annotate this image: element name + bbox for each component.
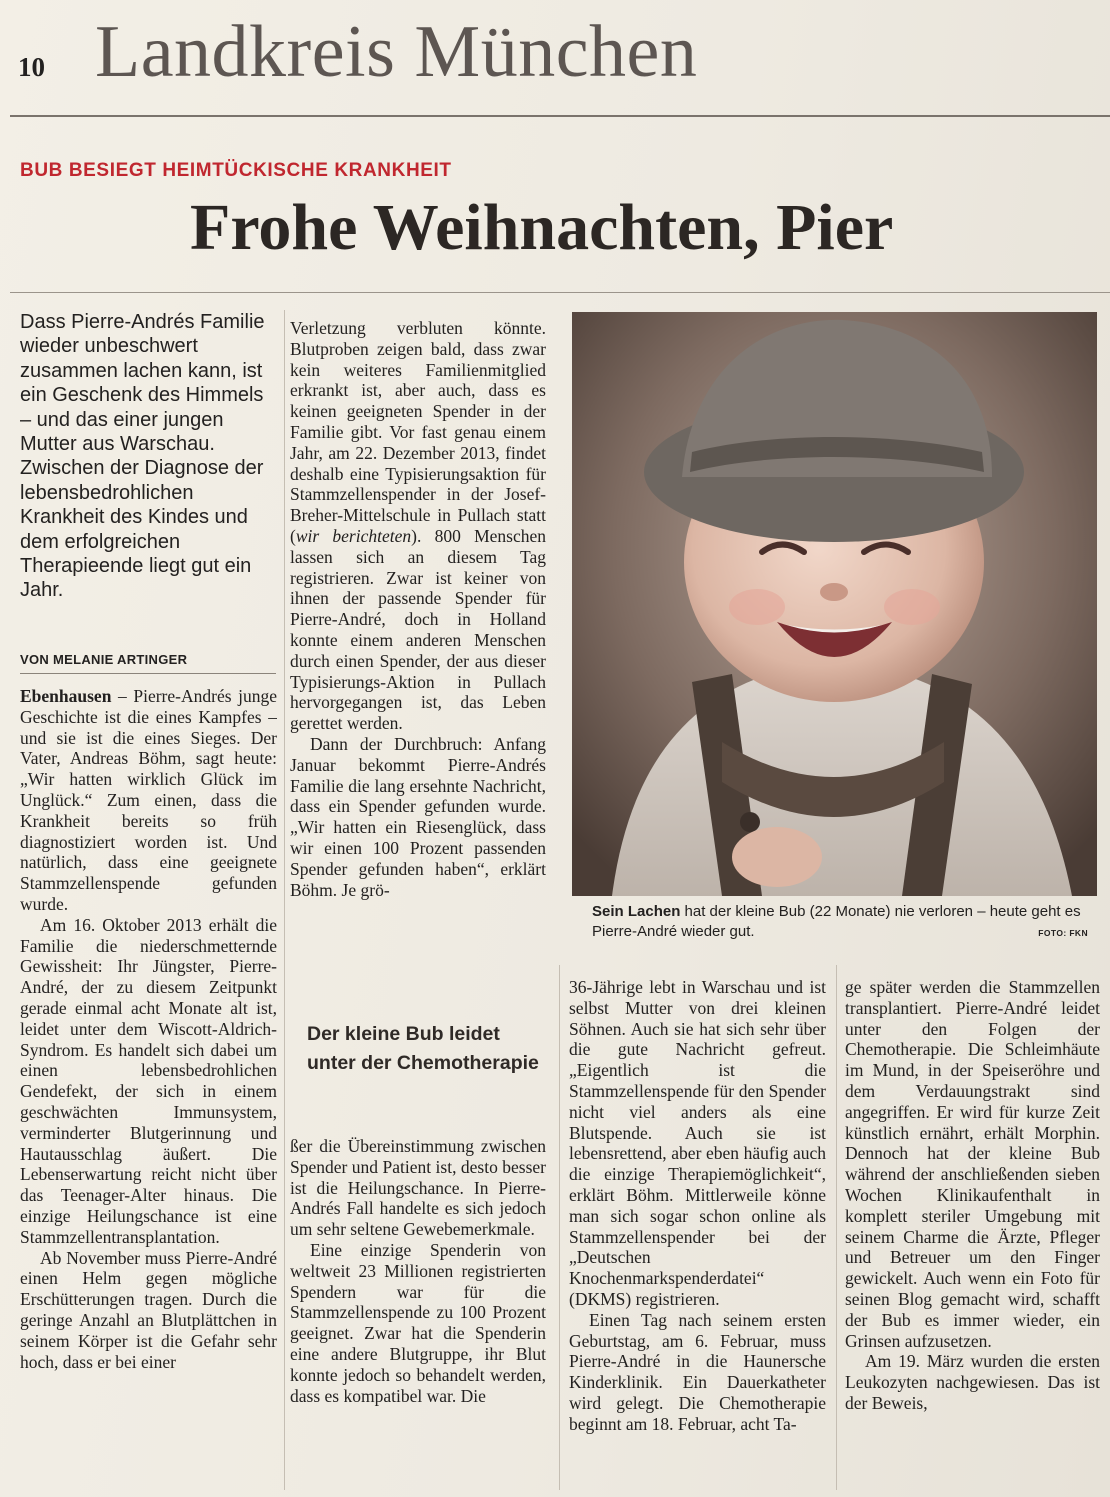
header-rule: [10, 115, 1110, 117]
article-column-4: [845, 977, 1100, 1487]
article-byline: VON MELANIE ARTINGER: [20, 652, 276, 674]
caption-lead: Sein Lachen: [592, 903, 681, 920]
dateline: Ebenhausen: [20, 686, 112, 706]
article-headline: Frohe Weihnachten, Pier: [190, 191, 894, 264]
article-column-2-continued: [290, 1136, 546, 1486]
child-photo: [572, 312, 1097, 896]
article-kicker: BUB BESIEGT HEIMTÜCKISCHE KRANKHEIT: [20, 160, 452, 181]
article-subhead: Der kleine Bub leidet unter der Chemotherapie: [307, 1023, 539, 1074]
article-column-1: [20, 686, 277, 1486]
paragraph: ge später werden die Stammzellen transplantiert. Pierre-André leidet unter den Folgen der Chemotherapie. Die Schleimhäute im Mund, in der Speiseröhre und dem Verdauungstrakt sind angegriffen. Er wird für kurze Zeit künstlich ernährt, erhält Morphin. Dennoch hat der kleine Bub während der anschließenden sieben Wochen Klinikaufenthalt in komplett steriler Umgebung mit seinem Charme die Ärzte, Pfleger und Betreuer um den Finger gewickelt. Auch wenn ein Foto für seinen Blog gemacht wird, schafft der Bub es immer wieder, ein Grinsen aufzusetzen.: [845, 977, 1100, 1351]
paragraph: ßer die Übereinstimmung zwischen Spender und Patient ist, desto besser ist die Heilungschance. In Pierre-Andrés Fall handelte es sich jedoch um sehr seltene Gewebemerkmale.: [290, 1136, 546, 1240]
photo-credit: FOTO: FKN: [1038, 928, 1088, 938]
paragraph: – Pierre-Andrés junge Geschichte ist die eines Kampfes – und sie ist die eines Sieges. Der Vater, Andreas Böhm, sagt heute: „Wir hatten wirklich Glück im Unglück.“ Zum einen, dass die Krankheit bereits so früh diagnostiziert worden ist. Und natürlich, dass eine geeignete Stammzellenspende gefunden wurde.: [20, 686, 277, 914]
section-title: Landkreis München: [95, 11, 698, 93]
paragraph: Dann der Durchbruch: Anfang Januar bekommt Pierre-Andrés Familie die lang ersehnte Nachricht, dass ein Spender gefunden wurde. „Wir hatten ein Riesenglück, dass wir einen 100 Prozent passenden Spender gefunden haben“, erklärt Böhm. Je grö-: [290, 733, 546, 900]
caption-text: hat der kleine Bub (22 Monate) nie verloren – heute geht es Pierre-André wieder gut.: [592, 903, 1081, 940]
paragraph: Am 16. Oktober 2013 erhält die Familie die niederschmetternde Gewissheit: Ihr Jüngster, Pierre-André, der zu diesem Zeitpunkt gerade einmal acht Monate alt ist, leidet unter dem Wiscott-Aldrich-Syndrom. Es handelt sich dabei um einen lebensbedrohlichen Gendefekt, der sich in einem geschwächten Immunsystem, verminderter Blutgerinnung und Hautausschlag äußert. Die Lebenserwartung reicht nicht über das Teenager-Alter hinaus. Die einzige Heilungschance ist eine Stammzellentransplantation.: [20, 914, 277, 1247]
column-divider: [836, 965, 837, 1490]
paragraph: Am 19. März wurden die ersten Leukozyten nachgewiesen. Das ist der Beweis,: [845, 1351, 1100, 1413]
paragraph: Verletzung verbluten könnte. Blutproben zeigen bald, dass zwar kein weiteres Familienmitglied erkrankt ist, aber auch, dass es keinen geeigneten Spender in der Familie gibt. Vor fast genau einem Jahr, am 22. Dezember 2013, findet deshalb eine Typisierungsaktion für Stammzellenspender in der Josef-Breher-Mittelschule in Pullach statt (: [290, 318, 546, 546]
page-number: 10: [18, 52, 45, 82]
paragraph: ). 800 Menschen lassen sich an diesem Tag registrieren. Zwar ist keiner von ihnen der passende Spender für Pierre-André, doch in Holland konnte einem anderen Menschen durch einen Spender, der aus dieser Typisierungs-Aktion in Pullach hervorgegangen ist, das Leben gerettet werden.: [290, 525, 546, 734]
article-column-3: [569, 977, 826, 1487]
child-photo-illustration: [572, 312, 1097, 896]
article-column-2: [290, 318, 546, 998]
paragraph: Einen Tag nach seinem ersten Geburtstag, am 6. Februar, muss Pierre-André in die Haunersche Kinderklinik. Ein Dauerkatheter wird gelegt. Die Chemotherapie beginnt am 18. Februar, acht Ta-: [569, 1309, 826, 1434]
paragraph: Ab November muss Pierre-André einen Helm gegen mögliche Erschütterungen tragen. Durch die geringe Anzahl an Blutplättchen in seinem Körper ist die Gefahr sehr hoch, dass er bei einer: [20, 1247, 277, 1372]
italic-note: wir berichteten: [295, 525, 412, 546]
paragraph: Eine einzige Spenderin von weltweit 23 Millionen registrierten Spendern war für die Stammzellenspende zu 100 Prozent geeignet. Zwar hat die Spenderin eine andere Blutgruppe, ihr Blut konnte jedoch so behandelt werden, dass es kompatibel war. Die: [290, 1239, 546, 1406]
column-divider: [284, 310, 285, 1490]
headline-rule: [10, 292, 1110, 293]
column-divider: [559, 965, 560, 1490]
photo-caption: [592, 902, 1092, 942]
article-intro: Dass Pierre-Andrés Familie wieder unbeschwert zusammen lachen kann, ist ein Geschenk des Himmels – und das einer jungen Mutter aus Warschau. Zwischen der Diagnose der lebensbedrohlichen Krankheit des Kindes und dem erfolgreichen Therapieende liegt gut ein Jahr.: [20, 311, 265, 602]
paragraph: 36-Jährige lebt in Warschau und ist selbst Mutter von drei kleinen Söhnen. Auch sie hat sich sehr über die gute Nachricht gefreut. „Eigentlich ist die Stammzellenspende für den Spender nicht viel anders als eine Blutspende. Auch sie ist lebensrettend, aber eben häufig auch die einzige Therapiemöglichkeit“, erklärt Böhm. Mittlerweile könne man sich sogar schon online als Stammzellenspender bei der „Deutschen Knochenmarkspenderdatei“ (DKMS) registrieren.: [569, 977, 826, 1309]
